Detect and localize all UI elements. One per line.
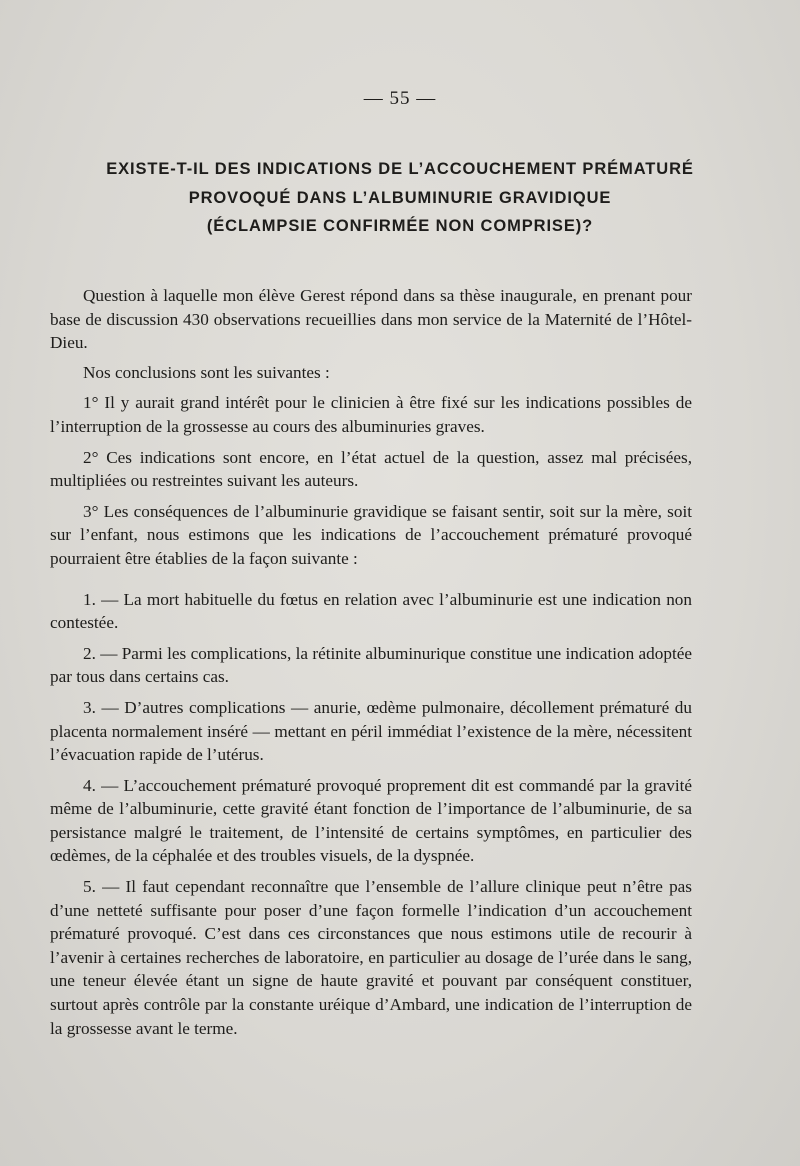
chapter-heading <box>40 155 760 241</box>
page-number: — 55 — <box>363 88 437 109</box>
paragraph-indication-4: 4. — L’accouchement prématuré provoqué proprement dit est commandé par la gravité même de l’albuminurie, cette gravité étant fonction de l’importance de l’albuminurie, de sa persistance malgré le traitement, de l’intensité de certains symptômes, en particulier des œdèmes, de la céphalée et des troubles visuels, de la dyspnée. <box>50 775 692 866</box>
paragraph-indication-3: 3. — D’autres complications — anurie, œdème pulmonaire, décollement prématuré du placenta normalement inséré — mettant en péril immédiat l’existence de la mère, nécessitent l’évacuation rapide de l’utérus. <box>50 697 692 765</box>
heading-line-1: EXISTE-T-IL DES INDICATIONS DE L’ACCOUCHEMENT PRÉMATURÉ <box>106 160 694 178</box>
paragraph-indication-5: 5. — Il faut cependant reconnaître que l’ensemble de l’allure clinique peut n’être pas d’une netteté suffisante pour poser d’une façon formelle l’indication d’un accouchement prématuré provoqué. C’est dans ces circonstances que nous estimons utile de recourir à l’avenir à certaines recherches de laboratoire, en particulier au dosage de l’urée dans le sang, une teneur élevée étant un signe de haute gravité et pouvant par conséquent constituer, surtout après contrôle par la constante uréique d’Ambard, une indication de l’interruption de la grossesse avant le terme. <box>50 877 692 1038</box>
heading-line-2: PROVOQUÉ DANS L’ALBUMINURIE GRAVIDIQUE <box>188 188 612 207</box>
paragraph-intro: Question à laquelle mon élève Gerest répond dans sa thèse inaugurale, en prenant pour base de discussion 430 observations recueillies dans mon service de la Maternité de l’Hôtel-Dieu. <box>50 286 692 353</box>
body-text <box>50 284 692 1047</box>
paragraph-conclusions-lead: Nos conclusions sont les suivantes : <box>83 362 330 382</box>
paragraph-point-3: 3° Les conséquences de l’albuminurie gravidique se faisant sentir, soit sur la mère, soit sur l’enfant, nous estimons que les indications de l’accouchement prématuré provoqué pourraient être établies de la façon suivante : <box>50 501 692 568</box>
paragraph-point-2: 2° Ces indications sont encore, en l’état actuel de la question, assez mal précisées, multipliées ou restreintes suivant les auteurs. <box>50 447 692 491</box>
paragraph-point-1: 1° Il y aurait grand intérêt pour le clinicien à être fixé sur les indications possibles de l’interruption de la grossesse au cours des albuminuries graves. <box>50 393 692 436</box>
paragraph-indication-1: 1. — La mort habituelle du fœtus en relation avec l’albuminurie est une indication non contestée. <box>50 589 692 633</box>
paragraph-indication-2: 2. — Parmi les complications, la rétinite albuminurique constitue une indication adoptée par tous dans certains cas. <box>50 643 692 687</box>
heading-line-3: (ÉCLAMPSIE CONFIRMÉE NON COMPRISE)? <box>206 217 594 235</box>
